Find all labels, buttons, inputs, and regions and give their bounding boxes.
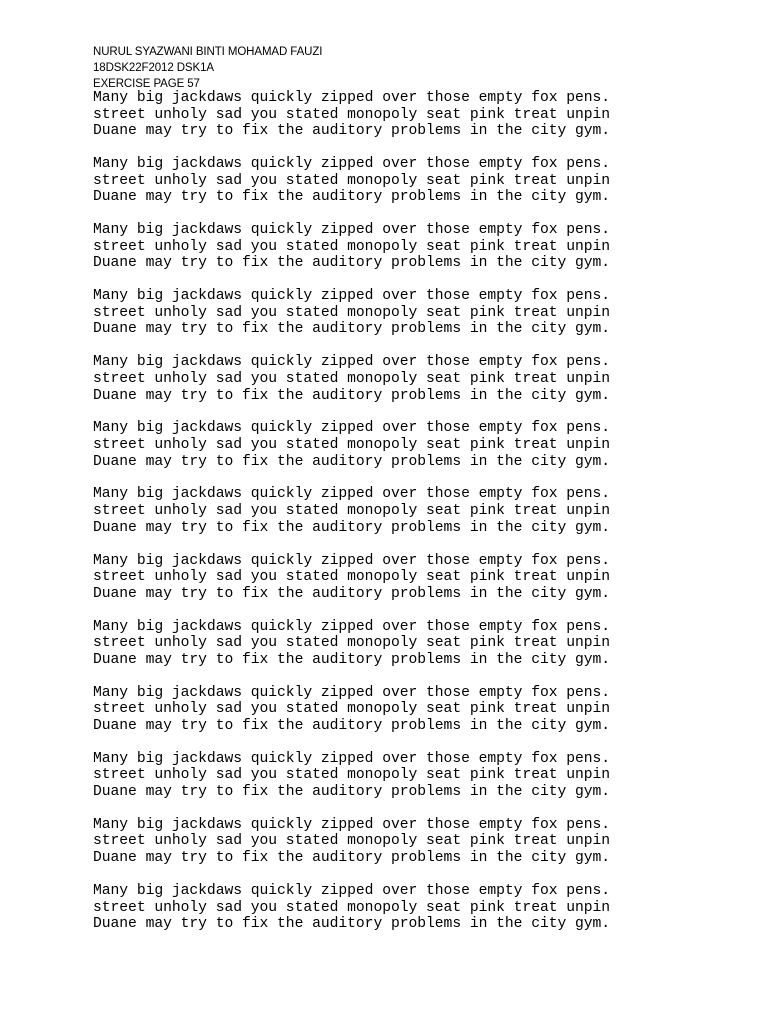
typing-exercise-body	[93, 90, 733, 933]
line-pangram: Many big jackdaws quickly zipped over those empty fox pens.	[93, 816, 611, 833]
stanza	[93, 553, 733, 603]
line-drill: street unholy sad you stated monopoly seat pink treat unpin	[93, 304, 611, 321]
document-header	[93, 44, 733, 92]
stanza	[93, 619, 733, 669]
line-drill: street unholy sad you stated monopoly seat pink treat unpin	[93, 503, 611, 520]
stanza	[93, 883, 733, 933]
line-drill: street unholy sad you stated monopoly seat pink treat unpin	[93, 701, 611, 718]
exercise-title: EXERCISE PAGE 57	[93, 78, 200, 90]
student-id-class: 18DSK22F2012 DSK1A	[93, 62, 214, 74]
stanza	[93, 90, 733, 140]
line-sentence: Duane may try to fix the auditory problems in the city gym.	[93, 585, 611, 602]
line-pangram: Many big jackdaws quickly zipped over those empty fox pens.	[93, 684, 611, 701]
stanza	[93, 156, 733, 206]
line-sentence: Duane may try to fix the auditory problems in the city gym.	[93, 717, 611, 734]
stanza	[93, 685, 733, 735]
student-name: NURUL SYAZWANI BINTI MOHAMAD FAUZI	[93, 46, 323, 58]
line-drill: street unholy sad you stated monopoly seat pink treat unpin	[93, 436, 611, 453]
line-sentence: Duane may try to fix the auditory problems in the city gym.	[93, 255, 611, 272]
line-drill: street unholy sad you stated monopoly seat pink treat unpin	[93, 370, 611, 387]
line-pangram: Many big jackdaws quickly zipped over those empty fox pens.	[93, 882, 611, 899]
line-pangram: Many big jackdaws quickly zipped over those empty fox pens.	[93, 552, 611, 569]
line-pangram: Many big jackdaws quickly zipped over those empty fox pens.	[93, 486, 611, 503]
line-drill: street unholy sad you stated monopoly seat pink treat unpin	[93, 106, 611, 123]
line-sentence: Duane may try to fix the auditory problems in the city gym.	[93, 916, 611, 933]
line-pangram: Many big jackdaws quickly zipped over those empty fox pens.	[93, 156, 611, 173]
line-sentence: Duane may try to fix the auditory problems in the city gym.	[93, 123, 611, 140]
stanza	[93, 817, 733, 867]
stanza	[93, 288, 733, 338]
line-drill: street unholy sad you stated monopoly seat pink treat unpin	[93, 899, 611, 916]
line-sentence: Duane may try to fix the auditory problems in the city gym.	[93, 321, 611, 338]
line-pangram: Many big jackdaws quickly zipped over those empty fox pens.	[93, 420, 611, 437]
line-drill: street unholy sad you stated monopoly seat pink treat unpin	[93, 635, 611, 652]
line-pangram: Many big jackdaws quickly zipped over those empty fox pens.	[93, 354, 611, 371]
stanza	[93, 222, 733, 272]
line-drill: street unholy sad you stated monopoly seat pink treat unpin	[93, 238, 611, 255]
stanza	[93, 354, 733, 404]
line-drill: street unholy sad you stated monopoly seat pink treat unpin	[93, 767, 611, 784]
line-pangram: Many big jackdaws quickly zipped over those empty fox pens.	[93, 618, 611, 635]
document-page	[93, 44, 733, 949]
line-pangram: Many big jackdaws quickly zipped over those empty fox pens.	[93, 288, 611, 305]
line-sentence: Duane may try to fix the auditory problems in the city gym.	[93, 850, 611, 867]
line-drill: street unholy sad you stated monopoly seat pink treat unpin	[93, 569, 611, 586]
stanza	[93, 751, 733, 801]
stanza	[93, 420, 733, 470]
line-sentence: Duane may try to fix the auditory problems in the city gym.	[93, 453, 611, 470]
line-sentence: Duane may try to fix the auditory problems in the city gym.	[93, 189, 611, 206]
line-drill: street unholy sad you stated monopoly seat pink treat unpin	[93, 833, 611, 850]
line-pangram: Many big jackdaws quickly zipped over those empty fox pens.	[93, 222, 611, 239]
line-sentence: Duane may try to fix the auditory problems in the city gym.	[93, 519, 611, 536]
stanza	[93, 486, 733, 536]
line-pangram: Many big jackdaws quickly zipped over those empty fox pens.	[93, 750, 611, 767]
line-pangram: Many big jackdaws quickly zipped over those empty fox pens.	[93, 90, 611, 106]
line-drill: street unholy sad you stated monopoly seat pink treat unpin	[93, 172, 611, 189]
line-sentence: Duane may try to fix the auditory problems in the city gym.	[93, 651, 611, 668]
line-sentence: Duane may try to fix the auditory problems in the city gym.	[93, 783, 611, 800]
line-sentence: Duane may try to fix the auditory problems in the city gym.	[93, 387, 611, 404]
